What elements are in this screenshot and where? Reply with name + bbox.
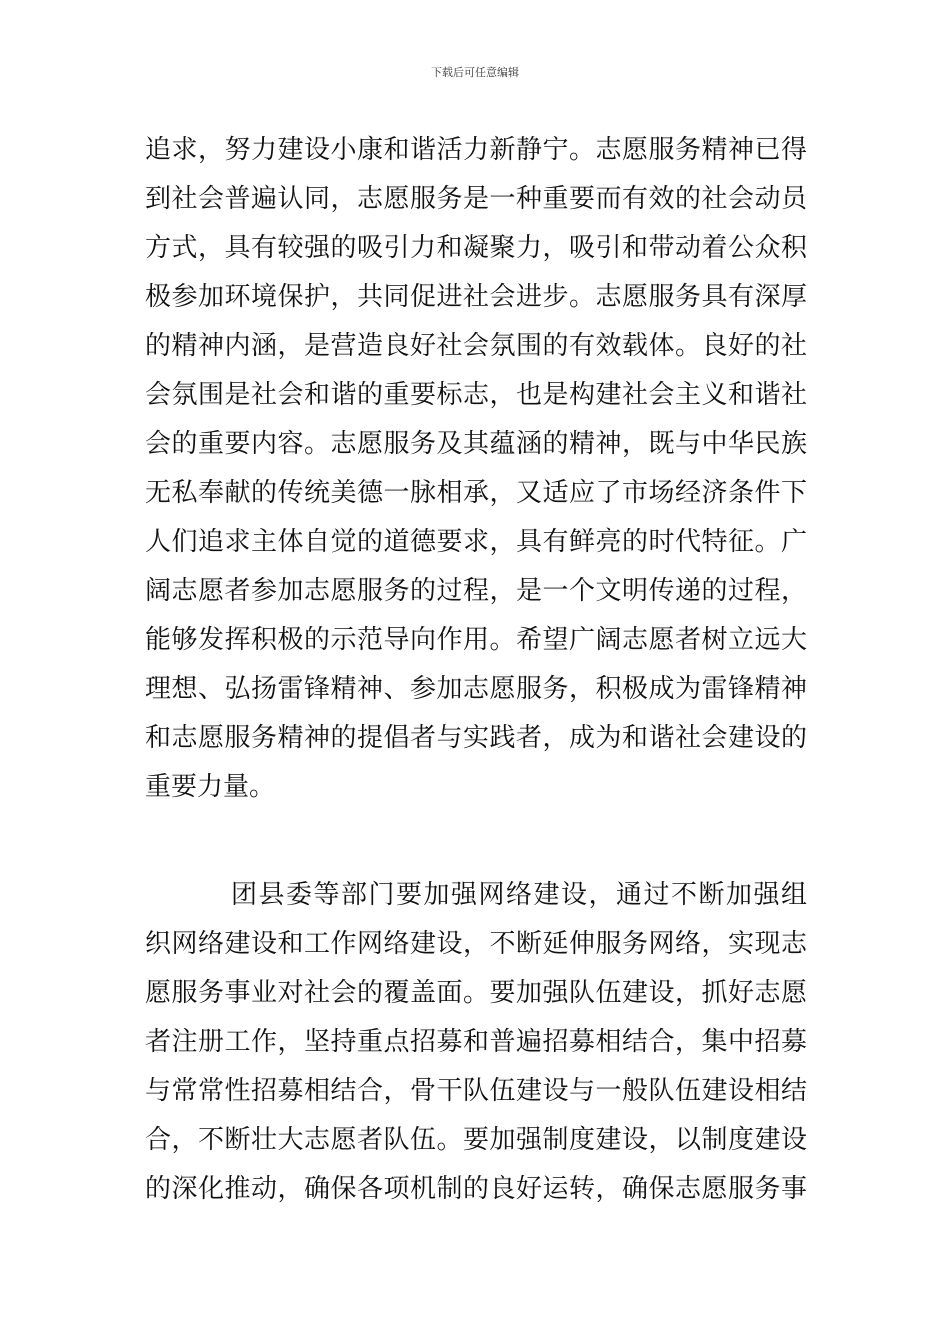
text-line: 愿服务事业对社会的覆盖面。要加强队伍建设，抓好志愿: [145, 978, 807, 1008]
page-header: 下载后可任意编辑: [431, 66, 519, 79]
text-line: 能够发挥积极的示范导向作用。希望广阔志愿者树立远大: [145, 625, 807, 655]
text-line: 织网络建设和工作网络建设，不断延伸服务网络，实现志: [145, 929, 807, 959]
paragraph-1: [145, 126, 807, 812]
text-line: 阔志愿者参加志愿服务的过程，是一个文明传递的过程，: [145, 576, 807, 606]
text-line: 的精神内涵，是营造良好社会氛围的有效载体。良好的社: [145, 331, 807, 361]
text-line: 与常常性招募相结合，骨干队伍建设与一般队伍建设相结: [145, 1076, 807, 1106]
text-line: 团县委等部门要加强网络建设，通过不断加强组: [231, 880, 807, 910]
paragraph-2: [145, 871, 807, 1214]
text-line: 人们追求主体自觉的道德要求，具有鲜亮的时代特征。广: [145, 527, 807, 557]
text-line: 理想、弘扬雷锋精神、参加志愿服务，积极成为雷锋精神: [145, 674, 807, 704]
text-line: 和志愿服务精神的提倡者与实践者，成为和谐社会建设的: [145, 723, 807, 753]
text-line: 合，不断壮大志愿者队伍。要加强制度建设，以制度建设: [145, 1125, 807, 1155]
text-line: 会的重要内容。志愿服务及其蕴涵的精神，既与中华民族: [145, 429, 807, 459]
text-line: 者注册工作，坚持重点招募和普遍招募相结合，集中招募: [145, 1027, 807, 1057]
text-line: 到社会普遍认同，志愿服务是一种重要而有效的社会动员: [145, 184, 807, 214]
text-line: 极参加环境保护，共同促进社会进步。志愿服务具有深厚: [145, 282, 807, 312]
text-line: 的深化推动，确保各项机制的良好运转，确保志愿服务事: [145, 1174, 807, 1204]
text-line: 追求，努力建设小康和谐活力新静宁。志愿服务精神已得: [145, 135, 807, 165]
text-line: 方式，具有较强的吸引力和凝聚力，吸引和带动着公众积: [145, 233, 807, 263]
text-line: 会氛围是社会和谐的重要标志，也是构建社会主义和谐社: [145, 380, 807, 410]
text-line: 无私奉献的传统美德一脉相承，又适应了市场经济条件下: [145, 478, 807, 508]
text-line: 重要力量。: [145, 772, 276, 802]
